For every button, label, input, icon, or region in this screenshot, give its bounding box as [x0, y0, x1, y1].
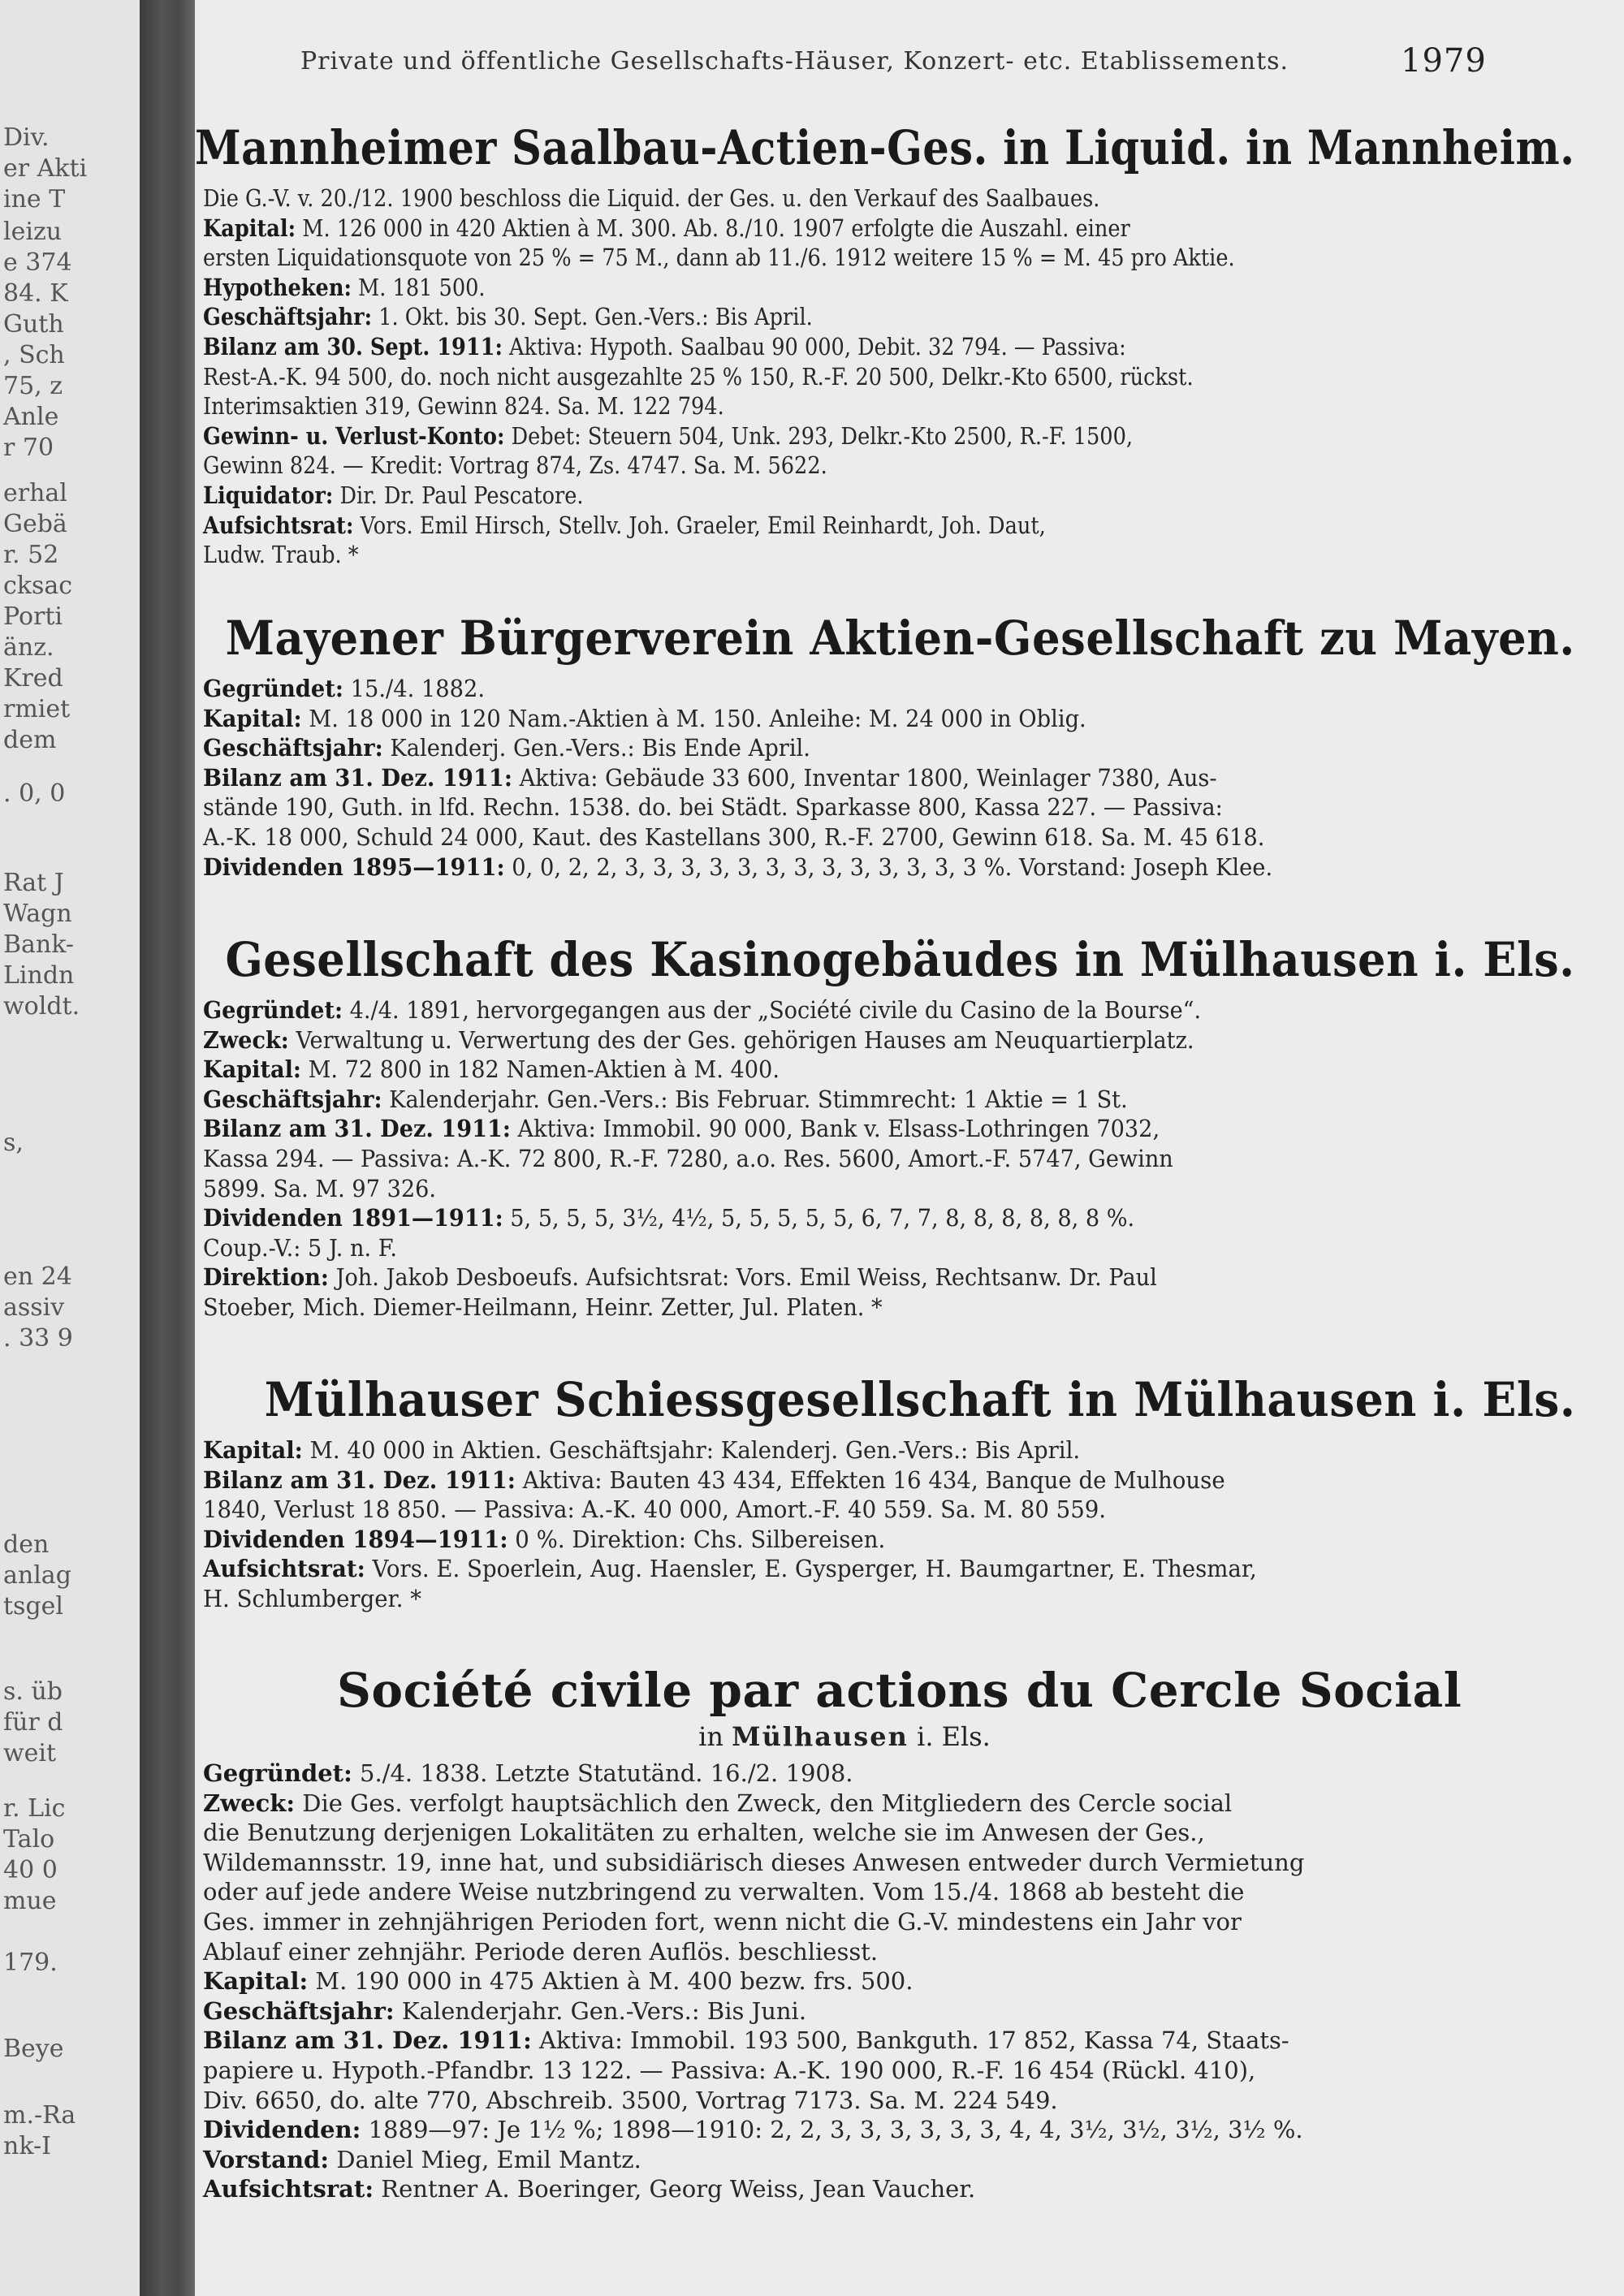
- field-label: Kapital:: [203, 214, 296, 242]
- text-line: [203, 2174, 1494, 2204]
- text-line: [203, 1759, 1494, 1789]
- field-label: Aufsichtsrat:: [203, 1555, 365, 1583]
- text-line: [203, 1554, 1576, 1584]
- text-line: [203, 451, 1576, 481]
- entry-kasinogebaeude-muelhausen: [195, 932, 1624, 1323]
- field-label: Kapital:: [203, 1967, 309, 1996]
- margin-fragment: Talo: [3, 1825, 55, 1854]
- field-text: M. 40 000 in Aktien. Geschäftsjahr: Kalenderj. Gen.-Vers.: Bis April.: [309, 1436, 1081, 1464]
- field-label: Kapital:: [203, 1436, 303, 1464]
- field-text: Daniel Mieg, Emil Mantz.: [336, 2145, 641, 2173]
- field-label: Dividenden 1894—1911:: [203, 1525, 508, 1553]
- field-text: Die Ges. verfolgt hauptsächlich den Zweck, den Mitgliedern des Cercle social: [302, 1789, 1233, 1817]
- text-line: [203, 1877, 1494, 1907]
- field-label: Vorstand:: [203, 2145, 330, 2173]
- field-label: Geschäftsjahr:: [203, 734, 383, 762]
- field-text: 0, 0, 2, 2, 3, 3, 3, 3, 3, 3, 3, 3, 3, 3, 3, 3, 3 %. Vorstand: Joseph Klee.: [512, 852, 1273, 881]
- text-line: [203, 332, 1576, 362]
- field-text: M. 18 000 in 120 Nam.-Aktien à M. 150. Anleihe: M. 24 000 in Oblig.: [309, 704, 1086, 732]
- field-text: Gewinn 824. — Kredit: Vortrag 874, Zs. 4747. Sa. M. 5622.: [203, 451, 827, 480]
- field-text: Ges. immer in zehnjährigen Perioden fort, wenn nicht die G.-V. mindestens ein Jahr vor: [203, 1907, 1242, 1936]
- field-text: Div. 6650, do. alte 770, Abschreib. 3500, Vortrag 7173. Sa. M. 224 549.: [203, 2086, 1058, 2114]
- field-text: Rest-A.-K. 94 500, do. noch nicht ausgezahlte 25 % 150, R.-F. 20 500, Delkr.-Kto 6500, rückst.: [203, 362, 1194, 391]
- field-text: Ludw. Traub. *: [203, 541, 359, 569]
- text-line: [203, 1584, 1576, 1614]
- field-text: 1840, Verlust 18 850. — Passiva: A.-K. 40 000, Amort.-F. 40 559. Sa. M. 80 559.: [203, 1495, 1107, 1524]
- text-line: [203, 481, 1576, 511]
- entry-title: Gesellschaft des Kasinogebäudes in Mülhausen i. Els.: [225, 932, 1575, 987]
- field-text: 1. Okt. bis 30. Sept. Gen.-Vers.: Bis April.: [378, 303, 813, 331]
- text-line: [203, 1495, 1576, 1525]
- margin-fragment: erhal: [3, 479, 67, 507]
- field-label: Gegründet:: [203, 996, 343, 1024]
- margin-fragment: 40 0: [3, 1856, 58, 1884]
- field-label: Hypotheken:: [203, 273, 352, 301]
- text-line: [203, 1789, 1494, 1819]
- field-label: Gegründet:: [203, 675, 343, 702]
- text-line: [203, 792, 1575, 822]
- margin-fragment: assiv: [3, 1293, 65, 1322]
- field-label: Kapital:: [203, 704, 302, 732]
- text-line: [203, 511, 1576, 541]
- margin-fragment: den: [3, 1530, 50, 1559]
- margin-fragment: Porti: [3, 602, 63, 631]
- text-line: [203, 1525, 1576, 1555]
- field-text: 0 %. Direktion: Chs. Silbereisen.: [515, 1525, 886, 1553]
- running-head: [300, 42, 1624, 80]
- field-text: Stoeber, Mich. Diemer-Heilmann, Heinr. Zetter, Jul. Platen. *: [203, 1293, 883, 1321]
- margin-fragment: weit: [3, 1739, 57, 1767]
- margin-fragment: m.-Ra: [3, 2101, 76, 2130]
- field-text: Kalenderjahr. Gen.-Vers.: Bis Juni.: [401, 1996, 807, 2025]
- field-text: A.-K. 18 000, Schuld 24 000, Kaut. des Kastellans 300, R.-F. 2700, Gewinn 618. Sa. M. 45 618.: [203, 822, 1265, 851]
- margin-fragment: Lindn: [3, 961, 75, 990]
- margin-fragment: . 33 9: [3, 1324, 73, 1353]
- field-label: Geschäftsjahr:: [203, 1085, 382, 1113]
- text-line: [203, 1085, 1575, 1115]
- field-label: Gewinn- u. Verlust-Konto:: [203, 421, 505, 450]
- field-text: M. 181 500.: [358, 273, 486, 301]
- text-line: [203, 391, 1576, 421]
- margin-fragment: Rat J: [3, 869, 64, 897]
- text-line: [203, 1818, 1494, 1848]
- text-line: [203, 822, 1575, 852]
- field-label: Gegründet:: [203, 1759, 352, 1787]
- field-text: 5, 5, 5, 5, 3½, 4½, 5, 5, 5, 5, 5, 6, 7, 7, 8, 8, 8, 8, 8, 8 %.: [510, 1204, 1135, 1232]
- book-binding-gutter: [140, 0, 195, 2296]
- margin-fragment: e 374: [3, 248, 72, 277]
- field-text: Vors. Emil Hirsch, Stellv. Joh. Graeler, Emil Reinhardt, Joh. Daut,: [360, 511, 1046, 539]
- field-text: Die G.-V. v. 20./12. 1900 beschloss die Liquid. der Ges. u. den Verkauf des Saalbaues.: [203, 184, 1100, 212]
- text-line: [203, 763, 1575, 793]
- entry-subtitle: [195, 1721, 1494, 1752]
- text-line: [203, 674, 1575, 704]
- entry-mayener-buergerverein: [195, 611, 1624, 882]
- field-text: Aktiva: Hypoth. Saalbau 90 000, Debit. 32 794. — Passiva:: [509, 332, 1126, 360]
- field-text: Kassa 294. — Passiva: A.-K. 72 800, R.-F. 7280, a.o. Res. 5600, Amort.-F. 5747, Gewinn: [203, 1144, 1173, 1172]
- margin-fragment: rmiet: [3, 695, 71, 723]
- entry-body: [195, 1435, 1624, 1614]
- text-line: [203, 302, 1576, 332]
- margin-fragment: r. Lic: [3, 1794, 66, 1823]
- field-text: Aktiva: Gebäude 33 600, Inventar 1800, Weinlager 7380, Aus-: [519, 763, 1217, 792]
- margin-fragment: tsgel: [3, 1592, 64, 1621]
- field-label: Zweck:: [203, 1025, 289, 1054]
- text-line: [203, 273, 1576, 303]
- field-text: Interimsaktien 319, Gewinn 824. Sa. M. 122 794.: [203, 392, 724, 421]
- margin-fragment: nk-I: [3, 2132, 51, 2160]
- field-text: Aktiva: Immobil. 193 500, Bankguth. 17 852, Kassa 74, Staats-: [539, 2026, 1289, 2055]
- text-line: [203, 995, 1575, 1025]
- text-line: [203, 1144, 1575, 1174]
- margin-fragment: Div.: [3, 123, 50, 152]
- margin-fragment: 179.: [3, 1949, 58, 1977]
- previous-page-margin: [0, 0, 145, 2296]
- entry-body: [195, 995, 1624, 1323]
- field-text: papiere u. Hypoth.-Pfandbr. 13 122. — Passiva: A.-K. 190 000, R.-F. 16 454 (Rückl. 410),: [203, 2056, 1256, 2084]
- entry-title: Mayener Bürgerverein Aktien-Gesellschaft zu Mayen.: [225, 611, 1575, 666]
- text-line: [203, 1996, 1494, 2026]
- text-line: [203, 1848, 1494, 1878]
- field-text: M. 190 000 in 475 Aktien à M. 400 bezw. frs. 500.: [315, 1967, 914, 1996]
- field-text: Joh. Jakob Desboeufs. Aufsichtsrat: Vors. Emil Weiss, Rechtsanw. Dr. Paul: [335, 1263, 1157, 1292]
- entry-mannheim-saalbau: [195, 120, 1624, 570]
- entry-cercle-social-muelhausen: [195, 1663, 1494, 2204]
- margin-fragment: dem: [3, 726, 57, 754]
- field-text: ersten Liquidationsquote von 25 % = 75 M., dann ab 11./6. 1912 weitere 15 % = M. 45 pro Aktie.: [203, 244, 1235, 272]
- field-text: Wildemannsstr. 19, inne hat, und subsidiärisch dieses Anwesen entweder durch Vermietung: [203, 1848, 1305, 1876]
- field-text: Dir. Dr. Paul Pescatore.: [339, 481, 584, 509]
- text-line: [203, 243, 1576, 273]
- margin-fragment: mue: [3, 1887, 57, 1915]
- field-text: Verwaltung u. Verwertung des der Ges. gehörigen Hauses am Neuquartierplatz.: [296, 1025, 1194, 1054]
- margin-fragment: ine T: [3, 185, 66, 214]
- field-label: Bilanz am 31. Dez. 1911:: [203, 1465, 516, 1494]
- text-line: [203, 1262, 1575, 1293]
- field-text: H. Schlumberger. *: [203, 1584, 422, 1612]
- field-label: Bilanz am 31. Dez. 1911:: [203, 763, 512, 792]
- field-label: Bilanz am 31. Dez. 1911:: [203, 1115, 511, 1143]
- field-label: Aufsichtsrat:: [203, 2175, 374, 2203]
- field-label: Liquidator:: [203, 481, 334, 509]
- text-line: [203, 1055, 1575, 1085]
- field-text: 15./4. 1882.: [350, 675, 486, 702]
- text-line: [203, 704, 1575, 734]
- subtitle-suffix: i. Els.: [917, 1721, 991, 1752]
- field-text: Kalenderj. Gen.-Vers.: Bis Ende April.: [390, 734, 810, 762]
- page-number: 1979: [1401, 42, 1487, 80]
- field-text: Vors. E. Spoerlein, Aug. Haensler, E. Gysperger, H. Baumgartner, E. Thesmar,: [372, 1555, 1257, 1583]
- field-text: Ablauf einer zehnjähr. Periode deren Auflös. beschliesst.: [203, 1937, 879, 1966]
- entry-body: [195, 674, 1624, 882]
- margin-fragment: cksac: [3, 572, 73, 600]
- field-label: Bilanz am 31. Dez. 1911:: [203, 2026, 532, 2055]
- text-line: [203, 733, 1575, 763]
- field-text: M. 72 800 in 182 Namen-Aktien à M. 400.: [308, 1055, 780, 1084]
- running-head-text: Private und öffentliche Gesellschafts-Häuser, Konzert- etc. Etablissements.: [300, 47, 1289, 76]
- text-line: [203, 1465, 1576, 1495]
- text-line: [203, 2145, 1494, 2175]
- margin-fragment: leizu: [3, 218, 63, 246]
- subtitle-city: Mülhausen: [732, 1721, 909, 1752]
- field-text: oder auf jede andere Weise nutzbringend zu verwalten. Vom 15./4. 1868 ab besteht die: [203, 1878, 1245, 1906]
- margin-fragment: Wagn: [3, 900, 72, 928]
- margin-fragment: Guth: [3, 310, 64, 339]
- field-label: Kapital:: [203, 1055, 301, 1084]
- text-line: [203, 362, 1576, 392]
- field-label: Bilanz am 30. Sept. 1911:: [203, 332, 503, 360]
- entry-body: [195, 1759, 1494, 2204]
- text-line: [203, 1966, 1494, 1996]
- text-line: [203, 852, 1575, 883]
- text-line: [203, 1937, 1494, 1967]
- margin-fragment: s. üb: [3, 1677, 63, 1706]
- margin-fragment: , Sch: [3, 341, 65, 369]
- margin-fragment: r 70: [3, 434, 54, 462]
- text-line: [203, 1293, 1575, 1323]
- text-line: [203, 1233, 1575, 1263]
- margin-fragment: Anle: [3, 403, 59, 431]
- field-label: Dividenden 1891—1911:: [203, 1204, 503, 1232]
- subtitle-in: in: [698, 1721, 723, 1752]
- text-line: [203, 183, 1576, 214]
- margin-fragment: r. 52: [3, 541, 59, 569]
- margin-fragment: änz.: [3, 633, 54, 662]
- text-line: [203, 1435, 1576, 1465]
- field-label: Geschäftsjahr:: [203, 1996, 395, 2025]
- entry-schiessgesellschaft-muelhausen: [195, 1372, 1624, 1614]
- field-text: 4./4. 1891, hervorgegangen aus der „Société civile du Casino de la Bourse“.: [349, 996, 1202, 1024]
- margin-fragment: Kred: [3, 664, 63, 693]
- margin-fragment: en 24: [3, 1262, 72, 1291]
- text-line: [203, 214, 1576, 244]
- document-page: [195, 0, 1624, 2296]
- margin-fragment: er Akti: [3, 154, 88, 183]
- text-line: [203, 1203, 1575, 1233]
- margin-fragment: anlag: [3, 1561, 71, 1590]
- margin-fragment: 84. K: [3, 279, 68, 308]
- margin-fragment: . 0, 0: [3, 779, 66, 808]
- text-line: [203, 2086, 1494, 2116]
- text-line: [203, 1174, 1575, 1204]
- margin-fragment: s,: [3, 1129, 24, 1157]
- text-line: [203, 421, 1576, 451]
- field-label: Zweck:: [203, 1789, 296, 1817]
- field-text: stände 190, Guth. in lfd. Rechn. 1538. do. bei Städt. Sparkasse 800, Kassa 227. — Passiva:: [203, 793, 1223, 822]
- field-text: 5899. Sa. M. 97 326.: [203, 1174, 437, 1202]
- margin-fragment: 75, z: [3, 372, 63, 400]
- field-text: Aktiva: Bauten 43 434, Effekten 16 434, Banque de Mulhouse: [522, 1465, 1225, 1494]
- field-text: Rentner A. Boeringer, Georg Weiss, Jean Vaucher.: [381, 2175, 976, 2203]
- field-label: Dividenden 1895—1911:: [203, 852, 505, 881]
- field-label: Aufsichtsrat:: [203, 511, 354, 539]
- field-label: Geschäftsjahr:: [203, 303, 373, 331]
- field-label: Dividenden:: [203, 2116, 361, 2144]
- field-text: 1889—97: Je 1½ %; 1898—1910: 2, 2, 3, 3, 3, 3, 3, 3, 4, 4, 3½, 3½, 3½, 3½ %.: [368, 2116, 1303, 2144]
- margin-fragment: woldt.: [3, 992, 80, 1021]
- field-text: Aktiva: Immobil. 90 000, Bank v. Elsass-Lothringen 7032,: [517, 1115, 1160, 1143]
- text-line: [203, 2115, 1494, 2145]
- field-text: M. 126 000 in 420 Aktien à M. 300. Ab. 8./10. 1907 erfolgte die Auszahl. einer: [302, 214, 1130, 242]
- margin-fragment: Bank-: [3, 930, 75, 959]
- text-line: [203, 1025, 1575, 1055]
- margin-fragment: für d: [3, 1708, 63, 1737]
- text-line: [203, 1907, 1494, 1937]
- field-label: Direktion:: [203, 1263, 329, 1292]
- margin-fragment: Beye: [3, 2035, 64, 2063]
- field-text: die Benutzung derjenigen Lokalitäten zu erhalten, welche sie im Anwesen der Ges.,: [203, 1819, 1205, 1847]
- entry-title: Mannheimer Saalbau-Actien-Ges. in Liquid. in Mannheim.: [195, 120, 1575, 175]
- entry-body: [195, 183, 1624, 570]
- text-line: [203, 1114, 1575, 1144]
- field-text: Coup.-V.: 5 J. n. F.: [203, 1233, 397, 1262]
- entry-title: Société civile par actions du Cercle Social: [337, 1663, 1462, 1718]
- text-line: [203, 540, 1576, 570]
- entry-title: Mülhauser Schiessgesellschaft in Mülhausen i. Els.: [264, 1372, 1576, 1427]
- text-line: [203, 2056, 1494, 2086]
- field-text: Debet: Steuern 504, Unk. 293, Delkr.-Kto 2500, R.-F. 1500,: [511, 421, 1134, 450]
- margin-fragment: Gebä: [3, 510, 67, 538]
- field-text: 5./4. 1838. Letzte Statutänd. 16./2. 1908.: [360, 1759, 853, 1787]
- field-text: Kalenderjahr. Gen.-Vers.: Bis Februar. Stimmrecht: 1 Aktie = 1 St.: [389, 1085, 1128, 1113]
- text-line: [203, 2026, 1494, 2056]
